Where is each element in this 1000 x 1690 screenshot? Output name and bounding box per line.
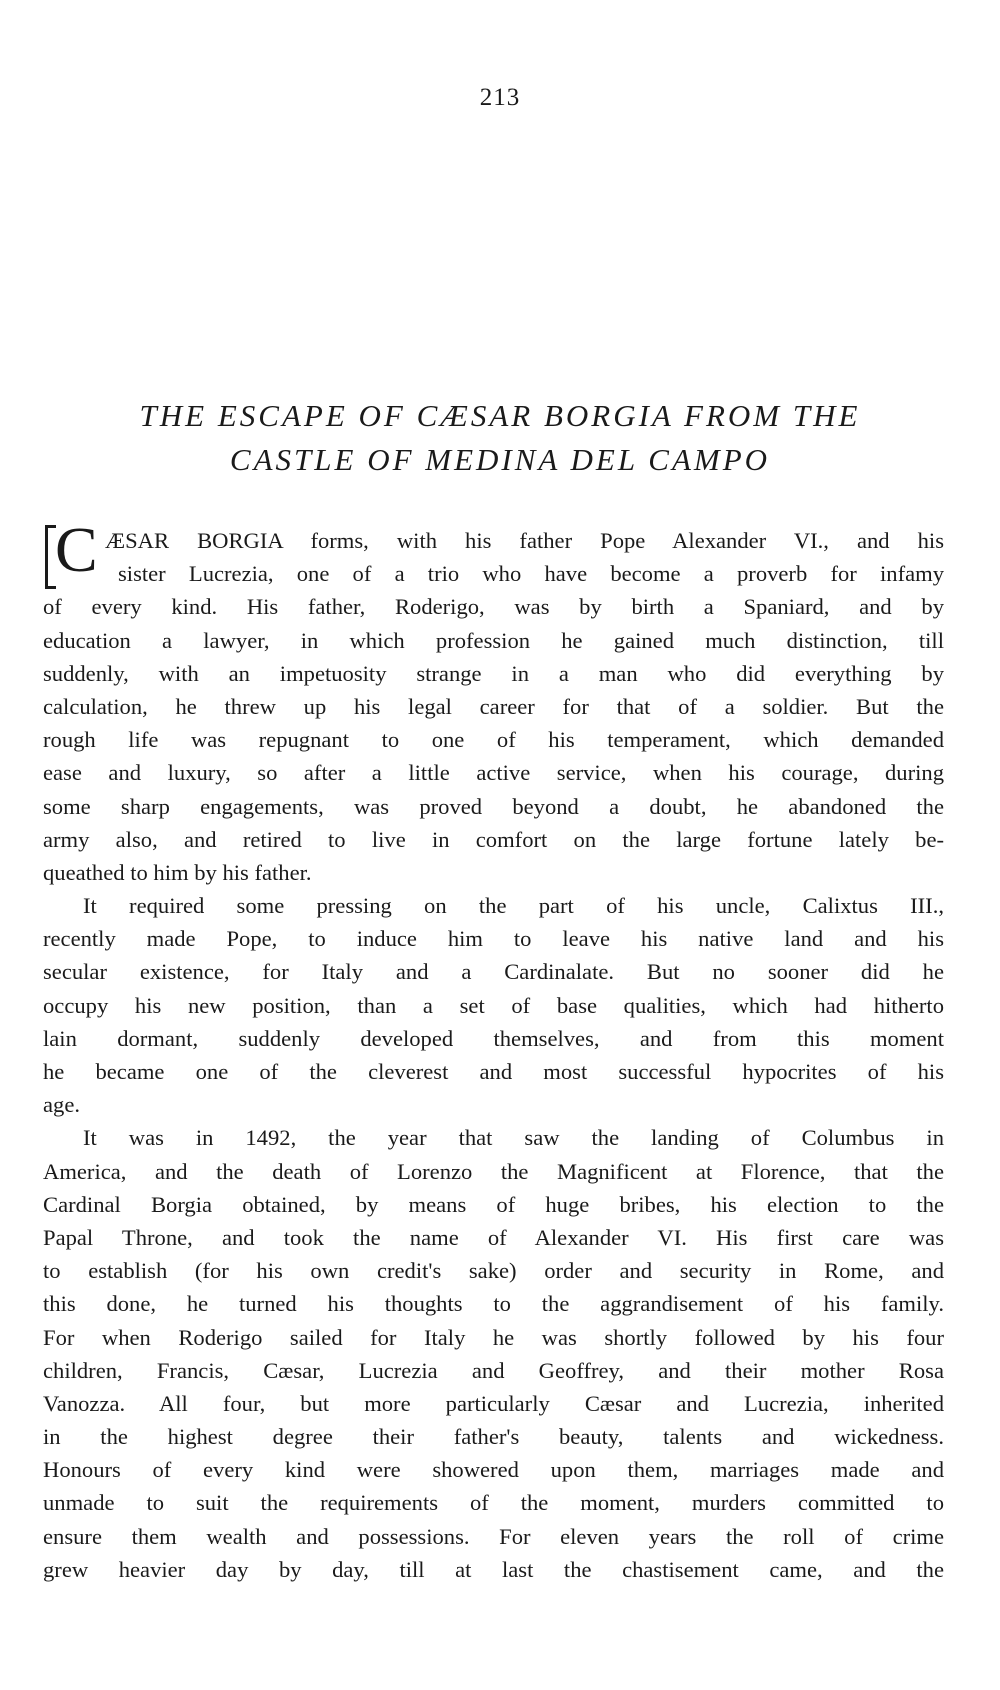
text-line: It was in 1492, the year that saw the landing of Columbus in	[83, 1125, 944, 1151]
paragraph-1	[43, 514, 944, 889]
text-line: army also, and retired to live in comfort on the large fortune lately be-	[43, 826, 944, 852]
text-line: lain dormant, suddenly developed themselves, and from this moment	[43, 1025, 944, 1051]
text-line: Papal Throne, and took the name of Alexander VI. His first care was	[43, 1224, 944, 1250]
chapter-title	[60, 394, 940, 482]
text-line: ease and luxury, so after a little active service, when his courage, during	[43, 760, 944, 786]
text-line: this done, he turned his thoughts to the aggrandisement of his family.	[43, 1291, 944, 1317]
text-line: America, and the death of Lorenzo the Magnificent at Florence, that the	[43, 1158, 944, 1184]
page-number: 213	[479, 84, 521, 111]
text-line: occupy his new position, than a set of base qualities, which had hitherto	[43, 992, 944, 1018]
text-line: It required some pressing on the part of his uncle, Calixtus III.,	[83, 893, 944, 919]
text-line: to establish (for his own credit's sake) order and security in Rome, and	[43, 1258, 944, 1284]
text-line: ensure them wealth and possessions. For eleven years the roll of crime	[43, 1523, 944, 1549]
text-line: ÆSAR BORGIA forms, with his father Pope Alexander VI., and his	[105, 528, 944, 553]
text-line: secular existence, for Italy and a Cardinalate. But no sooner did he	[43, 959, 944, 985]
text-line: calculation, he threw up his legal career for that of a soldier. But the	[43, 693, 944, 719]
text-line: For when Roderigo sailed for Italy he was shortly followed by his four	[43, 1324, 944, 1350]
chapter-title-line-2: CASTLE OF MEDINA DEL CAMPO	[229, 442, 771, 477]
text-line: recently made Pope, to induce him to leave his native land and his	[43, 926, 944, 952]
text-line: grew heavier day by day, till at last the chastisement came, and the	[43, 1556, 944, 1582]
text-line: Honours of every kind were showered upon them, marriages made and	[43, 1457, 944, 1483]
text-line: he became one of the cleverest and most successful hypocrites of his	[43, 1059, 944, 1084]
drop-cap	[43, 514, 103, 587]
text-line: queathed to him by his father.	[43, 859, 312, 885]
chapter-title-line-1: THE ESCAPE OF CÆSAR BORGIA FROM THE	[139, 398, 861, 433]
text-line: suddenly, with an impetuosity strange in a man who did everything by	[43, 660, 944, 686]
body-text	[43, 514, 944, 1586]
text-line: Vanozza. All four, but more particularly Cæsar and Lucrezia, inherited	[43, 1390, 944, 1416]
drop-cap-letter: C	[55, 514, 98, 585]
text-line: of every kind. His father, Roderigo, was by birth a Spaniard, and by	[43, 594, 944, 620]
paragraph-3	[43, 1121, 944, 1586]
text-line: some sharp engagements, was proved beyond a doubt, he abandoned the	[43, 793, 944, 819]
text-line: education a lawyer, in which profession he gained much distinction, till	[43, 627, 944, 653]
text-line: Cardinal Borgia obtained, by means of huge bribes, his election to the	[43, 1191, 944, 1217]
text-line: sister Lucrezia, one of a trio who have become a proverb for infamy	[118, 561, 944, 587]
paragraph-2	[43, 889, 944, 1121]
text-line: rough life was repugnant to one of his temperament, which demanded	[43, 727, 944, 753]
text-line: unmade to suit the requirements of the moment, murders committed to	[43, 1490, 944, 1516]
text-line: children, Francis, Cæsar, Lucrezia and Geoffrey, and their mother Rosa	[43, 1357, 944, 1383]
text-line: age.	[43, 1092, 81, 1118]
text-line: in the highest degree their father's beauty, talents and wickedness.	[43, 1424, 944, 1450]
